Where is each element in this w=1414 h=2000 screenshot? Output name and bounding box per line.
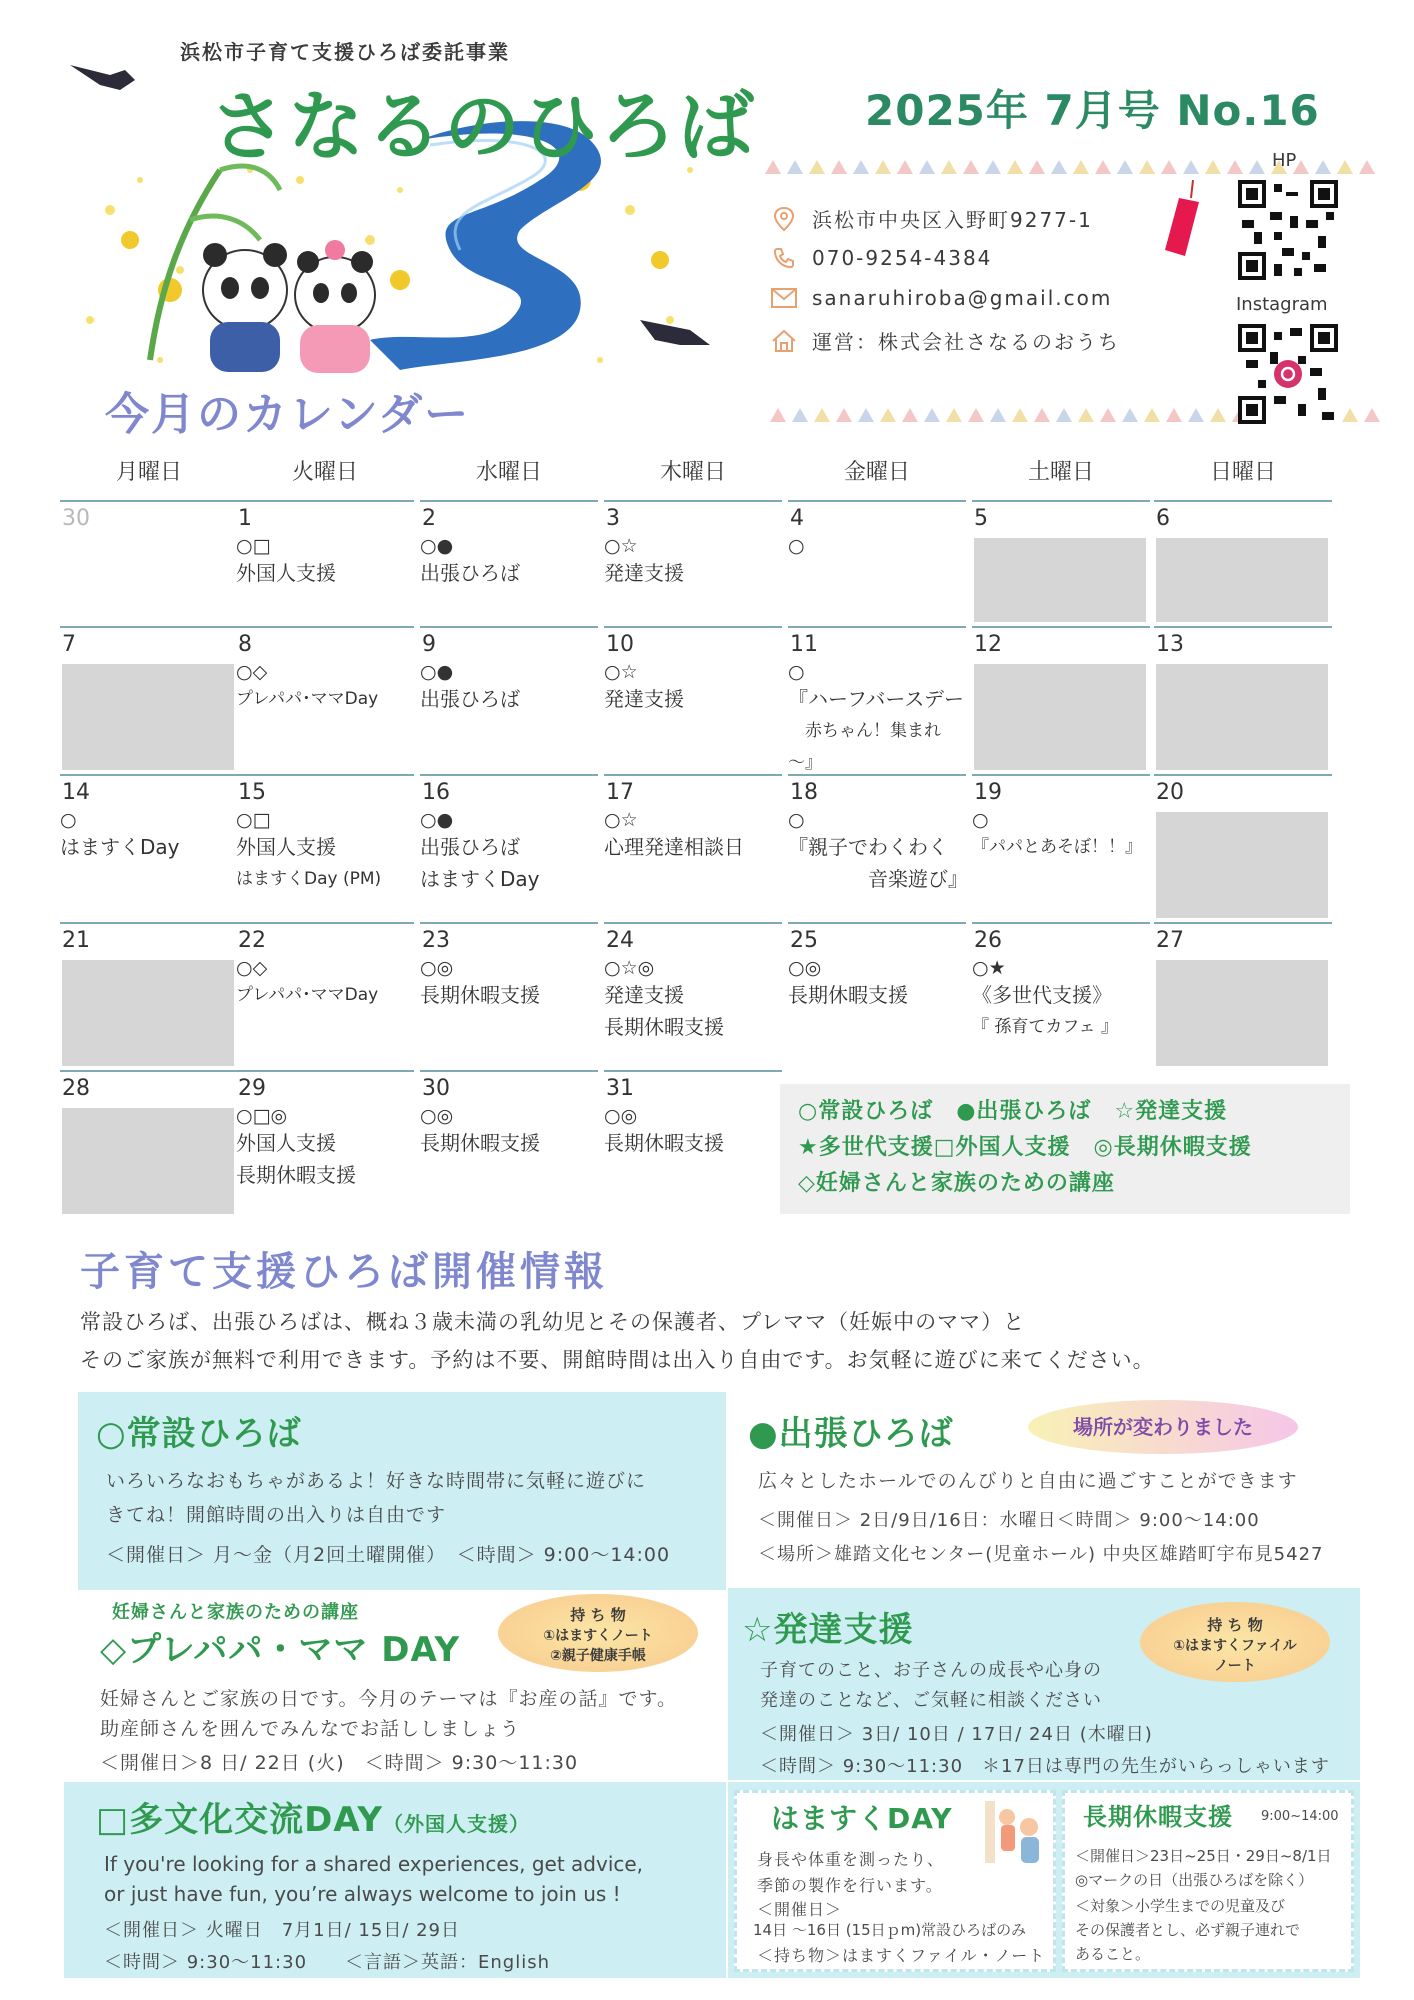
calendar-day-cell bbox=[236, 626, 414, 772]
instagram-qr-code[interactable] bbox=[1238, 324, 1338, 424]
event-text: 出張ひろば bbox=[420, 687, 520, 711]
calendar-day-cell bbox=[972, 626, 1150, 772]
event-text: 長期休暇支援 bbox=[420, 1131, 540, 1155]
event-text: 音楽遊び』 bbox=[788, 867, 968, 891]
page-title: さなるのひろば bbox=[210, 82, 756, 171]
hattatsu-card bbox=[728, 1588, 1360, 1780]
instagram-label: Instagram bbox=[1236, 294, 1328, 315]
phone-text[interactable]: 070-9254-4384 bbox=[812, 246, 993, 270]
hamasuku-text-5: ＜持ち物＞はますくファイル・ノート bbox=[757, 1946, 1046, 1965]
event-text: 『親子でわくわく bbox=[788, 835, 948, 859]
tanzaku-icon bbox=[1155, 180, 1205, 260]
event-symbols: ○◎ bbox=[420, 1105, 454, 1127]
event-symbols: ○ bbox=[60, 809, 77, 831]
jousetsu-text-3: ＜開催日＞ 月～金（月2回土曜開催） ＜時間＞ 9:00～14:00 bbox=[106, 1544, 671, 1566]
day-number: 25 bbox=[790, 928, 818, 953]
day-number: 16 bbox=[422, 780, 450, 805]
contact-email bbox=[770, 284, 1112, 312]
event-text: 出張ひろば bbox=[420, 835, 520, 859]
event-text: はますくDay bbox=[420, 867, 540, 891]
day-number: 13 bbox=[1156, 632, 1184, 657]
event-text: 心理発達相談日 bbox=[604, 835, 744, 859]
calendar-day-cell bbox=[236, 500, 414, 624]
day-number: 24 bbox=[606, 928, 634, 953]
event-text: 長期休暇支援 bbox=[604, 1131, 724, 1155]
event-symbols: ○ bbox=[972, 809, 989, 831]
jousetsu-text-1: いろいろなおもちゃがあるよ！好きな時間帯に気軽に遊びに bbox=[106, 1470, 647, 1492]
header-subtitle: 浜松市子育て支援ひろば委託事業 bbox=[180, 40, 510, 64]
event-symbols: ○□ bbox=[236, 809, 271, 831]
day-number: 19 bbox=[974, 780, 1002, 805]
shutchou-text-3: ＜場所＞雄踏文化センター(児童ホール) 中央区雄踏町宇布見5427 bbox=[758, 1544, 1324, 1565]
calendar-day-cell bbox=[236, 774, 414, 920]
day-number: 10 bbox=[606, 632, 634, 657]
jousetsu-card bbox=[78, 1392, 726, 1590]
prepapa-bring-2: ②親子健康手帳 bbox=[550, 1648, 646, 1664]
day-number: 27 bbox=[1156, 928, 1184, 953]
weekday-header: 月曜日 bbox=[115, 460, 182, 485]
shutchou-card bbox=[740, 1392, 1360, 1590]
prepapa-bring-badge bbox=[498, 1594, 698, 1672]
event-text: 《多世代支援》 bbox=[972, 983, 1112, 1007]
info-intro-line-1: 常設ひろば、出張ひろばは、概ね３歳未満の乳幼児とその保護者、プレママ（妊娠中のママ）と bbox=[80, 1310, 1026, 1334]
event-text: 発達支援 bbox=[604, 687, 684, 711]
day-number: 6 bbox=[1156, 506, 1170, 531]
hp-qr-code[interactable] bbox=[1238, 180, 1338, 280]
day-number: 1 bbox=[238, 506, 252, 531]
day-number: 14 bbox=[62, 780, 90, 805]
calendar-day-cell bbox=[604, 774, 782, 920]
closed-day-shade bbox=[1156, 664, 1328, 770]
hp-label: HP bbox=[1272, 150, 1297, 171]
calendar-day-cell bbox=[60, 500, 238, 624]
hattatsu-text-4: ＜時間＞ 9:30～11:30 ＊17日は専門の先生がいらっしゃいます bbox=[760, 1756, 1330, 1777]
event-text: 長期休暇支援 bbox=[604, 1015, 724, 1039]
event-text: はますくDay (PM) bbox=[236, 869, 382, 889]
weekday-header: 金曜日 bbox=[843, 460, 910, 485]
event-text: 出張ひろば bbox=[420, 561, 520, 585]
calendar-day-cell bbox=[788, 922, 966, 1068]
contact-address bbox=[770, 204, 1093, 233]
closed-day-shade bbox=[974, 664, 1146, 770]
event-text: はますくDay bbox=[60, 835, 180, 859]
day-number: 7 bbox=[62, 632, 76, 657]
hattatsu-text-1: 子育てのこと、お子さんの成長や心身の bbox=[760, 1660, 1102, 1681]
hattatsu-text-3: ＜開催日＞ 3日/ 10日 / 17日/ 24日 (木曜日) bbox=[760, 1724, 1153, 1745]
weekday-header: 日曜日 bbox=[1209, 460, 1276, 485]
hattatsu-text-2: 発達のことなど、ご気軽に相談ください bbox=[760, 1690, 1102, 1711]
calendar-day-cell bbox=[236, 1070, 414, 1216]
contact-operator bbox=[770, 326, 1120, 355]
tabunka-text-3: ＜開催日＞ 火曜日 7月1日/ 15日/ 29日 bbox=[104, 1920, 461, 1941]
event-symbols: ○● bbox=[420, 661, 454, 683]
home-icon bbox=[770, 327, 798, 355]
choki-text-1: ＜開催日＞23日~25日・29日~8/1日 bbox=[1075, 1847, 1332, 1865]
event-symbols: ○ bbox=[788, 809, 805, 831]
event-symbols: ○☆ bbox=[604, 661, 638, 683]
calendar-day-cell bbox=[420, 626, 598, 772]
event-text: 長期休暇支援 bbox=[788, 983, 908, 1007]
day-number: 23 bbox=[422, 928, 450, 953]
calendar-day-cell bbox=[60, 922, 238, 1068]
day-number: 28 bbox=[62, 1076, 90, 1101]
event-text: 『 孫育てカフェ 』 bbox=[972, 1017, 1118, 1037]
day-number: 29 bbox=[238, 1076, 266, 1101]
calendar-day-cell bbox=[1154, 922, 1332, 1068]
event-text: 外国人支援 bbox=[236, 561, 336, 585]
prepapa-text-2: 助産師さんを囲んでみんなでお話ししましょう bbox=[100, 1718, 521, 1740]
calendar-day-cell bbox=[420, 500, 598, 624]
prepapa-bring-title: 持 ち 物 bbox=[570, 1606, 626, 1624]
shutchou-title: ●出張ひろば bbox=[748, 1414, 954, 1454]
prepapa-title: ◇プレパパ・ママ DAY bbox=[100, 1630, 461, 1670]
event-symbols: ○☆ bbox=[604, 809, 638, 831]
calendar-day-cell bbox=[788, 774, 966, 920]
legend-line-1: ○常設ひろば ●出張ひろば ☆発達支援 bbox=[798, 1099, 1228, 1124]
event-symbols: ○☆ bbox=[604, 535, 638, 557]
closed-day-shade bbox=[62, 960, 234, 1066]
hamasuku-card bbox=[734, 1790, 1056, 1972]
event-text: 外国人支援 bbox=[236, 1131, 336, 1155]
calendar-heading: 今月のカレンダー bbox=[105, 389, 471, 440]
event-text: プレパパ･ママDay bbox=[236, 689, 379, 709]
event-symbols: ○◎ bbox=[420, 957, 454, 979]
calendar-day-cell bbox=[60, 774, 238, 920]
issue-number: 2025年 7月号 No.16 bbox=[865, 86, 1320, 135]
prepapa-text-1: 妊婦さんとご家族の日です。今月のテーマは『お産の話』です。 bbox=[100, 1688, 677, 1710]
day-number: 2 bbox=[422, 506, 436, 531]
calendar-day-cell bbox=[972, 922, 1150, 1068]
prepapa-bring-1: ①はますくノート bbox=[543, 1628, 653, 1644]
day-number: 17 bbox=[606, 780, 634, 805]
day-number: 18 bbox=[790, 780, 818, 805]
email-text[interactable]: sanaruhiroba@gmail.com bbox=[812, 286, 1113, 310]
day-number: 4 bbox=[790, 506, 804, 531]
legend-line-2: ★多世代支援□外国人支援 ◎長期休暇支援 bbox=[798, 1135, 1252, 1160]
tabunka-text-1: If you're looking for a shared experiences, get advice, bbox=[104, 1852, 644, 1876]
tabunka-title-main: □多文化交流DAY bbox=[96, 1800, 384, 1840]
phone-icon bbox=[770, 244, 798, 272]
event-text: 発達支援 bbox=[604, 983, 684, 1007]
calendar-day-cell bbox=[420, 922, 598, 1068]
hamasuku-text-2: 季節の製作を行います。 bbox=[757, 1876, 943, 1895]
calendar-day-cell bbox=[604, 1070, 782, 1216]
day-number: 11 bbox=[790, 632, 818, 657]
event-text: 赤ちゃん！集まれ～』 bbox=[788, 721, 941, 773]
event-text: プレパパ･ママDay bbox=[236, 985, 379, 1005]
choki-text-4: その保護者とし、必ず親子連れで bbox=[1075, 1921, 1301, 1939]
event-text: 『パパとあそぼ！！』 bbox=[972, 837, 1142, 857]
calendar-day-cell bbox=[1154, 500, 1332, 624]
choki-text-2: ◎マークの日（出張ひろばを除く） bbox=[1075, 1871, 1314, 1889]
calendar-day-cell bbox=[236, 922, 414, 1068]
hattatsu-bring-badge bbox=[1140, 1602, 1330, 1682]
event-symbols: ○ bbox=[788, 535, 805, 557]
choki-title: 長期休暇支援 bbox=[1083, 1803, 1233, 1831]
calendar-day-cell bbox=[1154, 774, 1332, 920]
day-number: 31 bbox=[606, 1076, 634, 1101]
choki-text-5: あること。 bbox=[1075, 1945, 1151, 1963]
calendar-day-cell bbox=[420, 774, 598, 920]
event-symbols: ○□◎ bbox=[236, 1105, 288, 1127]
calendar-day-cell bbox=[604, 626, 782, 772]
day-number: 21 bbox=[62, 928, 90, 953]
day-number: 22 bbox=[238, 928, 266, 953]
event-symbols: ○☆◎ bbox=[604, 957, 655, 979]
location-changed-badge: 場所が変わりました bbox=[1028, 1400, 1298, 1454]
hamasuku-text-4: 14日 ～16日 (15日ｐm)常設ひろばのみ bbox=[753, 1921, 1027, 1939]
closed-day-shade bbox=[1156, 812, 1328, 918]
tabunka-card bbox=[64, 1782, 726, 1978]
hamasuku-text-1: 身長や体重を測ったり、 bbox=[757, 1850, 945, 1869]
event-symbols: ○● bbox=[420, 535, 454, 557]
legend-line-3: ◇妊婦さんと家族のための講座 bbox=[798, 1171, 1115, 1196]
hattatsu-bring-1: ①はますくファイル bbox=[1173, 1638, 1297, 1654]
operator-text: 運営：株式会社さなるのおうち bbox=[812, 330, 1120, 354]
day-number: 30 bbox=[422, 1076, 450, 1101]
day-number: 30 bbox=[62, 506, 90, 531]
day-number: 8 bbox=[238, 632, 252, 657]
calendar-day-cell bbox=[60, 626, 238, 772]
measuring-child-illustration bbox=[977, 1799, 1047, 1865]
event-symbols: ○◇ bbox=[236, 661, 268, 683]
closed-day-shade bbox=[974, 538, 1146, 622]
weekday-header: 火曜日 bbox=[291, 460, 358, 485]
weekday-header: 土曜日 bbox=[1027, 460, 1094, 485]
event-text: 発達支援 bbox=[604, 561, 684, 585]
hattatsu-bring-2: ノート bbox=[1214, 1658, 1256, 1674]
event-symbols: ○◎ bbox=[604, 1105, 638, 1127]
hattatsu-bring-title: 持 ち 物 bbox=[1207, 1616, 1263, 1634]
calendar-day-cell bbox=[60, 1070, 238, 1216]
calendar-day-cell bbox=[972, 500, 1150, 624]
tabunka-title bbox=[96, 1792, 530, 1841]
weekday-header: 水曜日 bbox=[475, 460, 542, 485]
day-number: 9 bbox=[422, 632, 436, 657]
day-number: 26 bbox=[974, 928, 1002, 953]
event-symbols: ○◎ bbox=[788, 957, 822, 979]
shutchou-text-2: ＜開催日＞ 2日/9日/16日：水曜日＜時間＞ 9:00～14:00 bbox=[758, 1510, 1260, 1531]
address-text: 浜松市中央区入野町9277-1 bbox=[812, 208, 1093, 232]
event-symbols: ○ bbox=[788, 661, 805, 683]
choki-text-3: ＜対象＞小学生までの児童及び bbox=[1075, 1897, 1286, 1915]
choki-time: 9:00~14:00 bbox=[1261, 1809, 1339, 1824]
prepapa-card bbox=[78, 1590, 726, 1782]
jousetsu-title: ○常設ひろば bbox=[96, 1414, 302, 1454]
day-number: 15 bbox=[238, 780, 266, 805]
info-title: 子育て支援ひろば開催情報 bbox=[80, 1249, 608, 1295]
tabunka-text-2: or just have fun, you’re always welcome to join us ! bbox=[104, 1882, 621, 1906]
choki-card bbox=[1062, 1790, 1354, 1972]
calendar-day-cell bbox=[420, 1070, 598, 1216]
calendar-day-cell bbox=[972, 774, 1150, 920]
calendar-day-cell bbox=[788, 626, 966, 772]
event-text: 外国人支援 bbox=[236, 835, 336, 859]
event-symbols: ○★ bbox=[972, 957, 1006, 979]
weekday-header: 木曜日 bbox=[659, 460, 726, 485]
map-pin-icon bbox=[770, 205, 798, 233]
hamasuku-title: はますくDAY bbox=[771, 1802, 953, 1835]
day-number: 20 bbox=[1156, 780, 1184, 805]
closed-day-shade bbox=[1156, 960, 1328, 1066]
closed-day-shade bbox=[62, 664, 234, 770]
prepapa-text-3: ＜開催日＞8 日/ 22日 (火) ＜時間＞ 9:30～11:30 bbox=[100, 1752, 579, 1774]
event-symbols: ○◇ bbox=[236, 957, 268, 979]
event-symbols: ○● bbox=[420, 809, 454, 831]
hattatsu-title: ☆発達支援 bbox=[742, 1610, 914, 1650]
event-symbols: ○□ bbox=[236, 535, 271, 557]
calendar-day-cell bbox=[1154, 626, 1332, 772]
day-number: 5 bbox=[974, 506, 988, 531]
tabunka-text-4: ＜時間＞ 9:30～11:30 ＜言語＞英語：English bbox=[104, 1952, 551, 1973]
hamasuku-text-3: ＜開催日＞ bbox=[757, 1900, 843, 1919]
day-number: 3 bbox=[606, 506, 620, 531]
calendar-day-cell bbox=[788, 500, 966, 624]
event-text: 長期休暇支援 bbox=[236, 1163, 356, 1187]
info-intro-line-2: そのご家族が無料で利用できます。予約は不要、開館時間は出入り自由です。お気軽に遊びに来てください。 bbox=[80, 1348, 1155, 1372]
shutchou-text-1: 広々としたホールでのんびりと自由に過ごすことができます bbox=[758, 1470, 1298, 1492]
day-number: 12 bbox=[974, 632, 1002, 657]
closed-day-shade bbox=[62, 1108, 234, 1214]
closed-day-shade bbox=[1156, 538, 1328, 622]
jousetsu-text-2: きてね！開館時間の出入りは自由です bbox=[106, 1504, 447, 1526]
calendar-day-cell bbox=[604, 500, 782, 624]
calendar-day-cell bbox=[604, 922, 782, 1068]
mail-icon bbox=[770, 284, 798, 312]
event-text: 長期休暇支援 bbox=[420, 983, 540, 1007]
event-text: 『ハーフバースデー bbox=[788, 687, 964, 711]
contact-phone bbox=[770, 244, 992, 272]
tabunka-title-sub: （外国人支援） bbox=[383, 1812, 531, 1836]
prepapa-subtitle: 妊婦さんと家族のための講座 bbox=[112, 1602, 359, 1623]
